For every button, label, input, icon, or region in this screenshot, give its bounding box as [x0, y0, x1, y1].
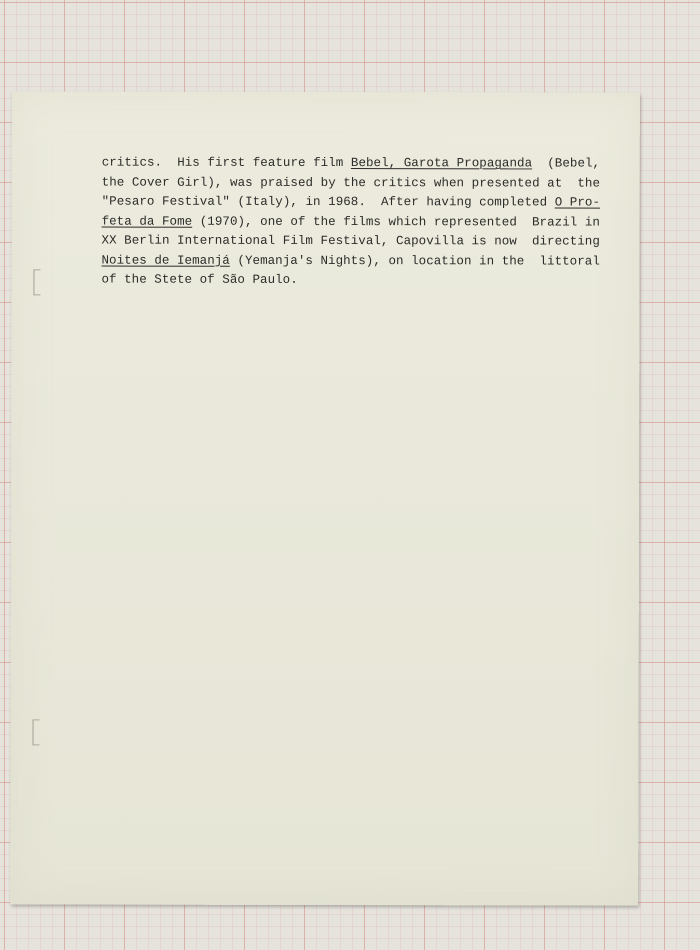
underlined-title: Noites de Iemanjá [101, 253, 230, 268]
text-run: (Yemanja's Nights), on location in the littoral [229, 253, 600, 269]
text-line-2 [102, 173, 602, 194]
text-run: (Bebel, [532, 156, 601, 171]
text-run: "Pesaro Festival" (Italy), in 1968. After having completed [101, 194, 555, 210]
typed-paragraph [101, 154, 601, 292]
text-line-1 [102, 154, 602, 175]
text-run: of the Stete of São Paulo. [101, 272, 298, 287]
typed-page [10, 91, 640, 905]
text-line-6 [101, 251, 601, 272]
text-line-7 [101, 271, 601, 292]
text-run: XX Berlin International Film Festival, Capovilla is now directing [101, 233, 600, 249]
text-run: the Cover Girl), was praised by the critics when presented at the [101, 175, 601, 191]
underlined-title: O Pro- [554, 195, 601, 210]
text-run: critics. His first feature film [101, 155, 351, 171]
text-run: (1970), one of the films which represented Brazil in [192, 214, 600, 230]
staple-mark-top [33, 269, 40, 295]
underlined-title: Bebel, Garota Propaganda [350, 156, 533, 171]
text-line-5 [102, 232, 602, 253]
text-line-3 [102, 193, 602, 214]
staple-mark-bottom [32, 719, 39, 745]
underlined-title: feta da Fome [101, 214, 193, 229]
text-line-4 [102, 212, 602, 233]
